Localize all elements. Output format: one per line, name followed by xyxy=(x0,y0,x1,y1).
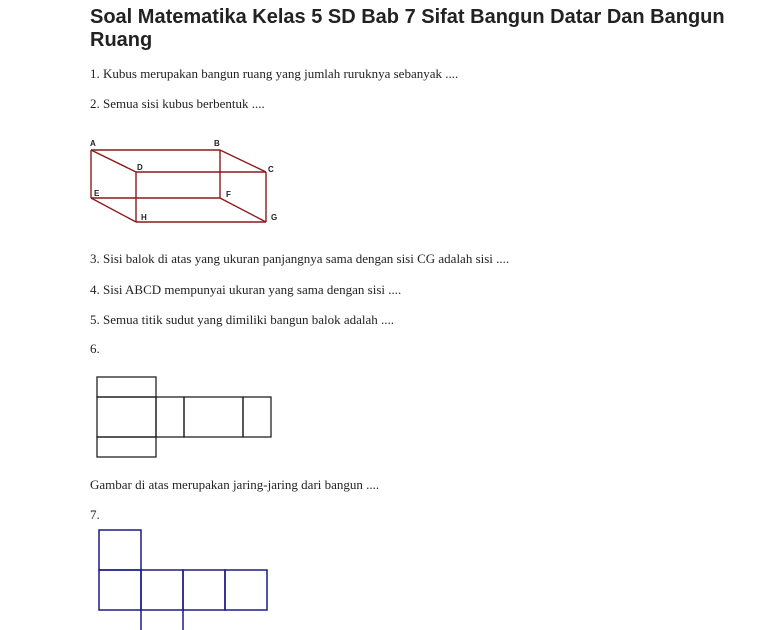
net6-face-right xyxy=(156,397,184,437)
document-header xyxy=(90,6,730,52)
net7-face-2 xyxy=(141,570,183,610)
vertex-label-G: G xyxy=(271,213,278,222)
vertex-label-D: D xyxy=(137,163,143,172)
vertex-label-A: A xyxy=(90,139,96,148)
edge-AD xyxy=(91,150,136,172)
question-5: 5. Semua titik sudut yang dimiliki bangun balok adalah .... xyxy=(90,312,395,327)
question-6-number: 6. xyxy=(90,341,100,356)
net6-face-left xyxy=(243,397,271,437)
vertex-label-C: C xyxy=(268,165,274,174)
net6-face-bottom xyxy=(97,437,156,457)
cuboid-figure xyxy=(86,136,286,228)
vertex-label-F: F xyxy=(226,190,231,199)
question-2: 2. Semua sisi kubus berbentuk .... xyxy=(90,96,265,111)
edge-FG xyxy=(220,198,266,222)
edge-EH xyxy=(91,198,136,222)
net6-face-back xyxy=(184,397,243,437)
net-figure-7 xyxy=(97,528,273,630)
question-6-text: Gambar di atas merupakan jaring-jaring dari bangun .... xyxy=(90,477,380,492)
net7-face-top xyxy=(99,530,141,570)
net6-face-top xyxy=(97,377,156,397)
vertex-label-H: H xyxy=(141,213,147,222)
net6-face-front xyxy=(97,397,156,437)
net7-face-3 xyxy=(183,570,225,610)
question-1: 1. Kubus merupakan bangun ruang yang jumlah ruruknya sebanyak .... xyxy=(90,66,459,81)
net7-face-1 xyxy=(99,570,141,610)
net7-face-4 xyxy=(225,570,267,610)
page-title: Soal Matematika Kelas 5 SD Bab 7 Sifat Bangun Datar Dan Bangun Ruang xyxy=(90,6,725,51)
question-4: 4. Sisi ABCD mempunyai ukuran yang sama dengan sisi .... xyxy=(90,282,402,297)
question-7-number: 7. xyxy=(90,507,100,522)
question-3: 3. Sisi balok di atas yang ukuran panjangnya sama dengan sisi CG adalah sisi .... xyxy=(90,251,510,266)
vertex-label-E: E xyxy=(94,189,100,198)
net-figure-6 xyxy=(95,375,277,461)
vertex-label-B: B xyxy=(214,139,220,148)
edge-BC xyxy=(220,150,266,172)
